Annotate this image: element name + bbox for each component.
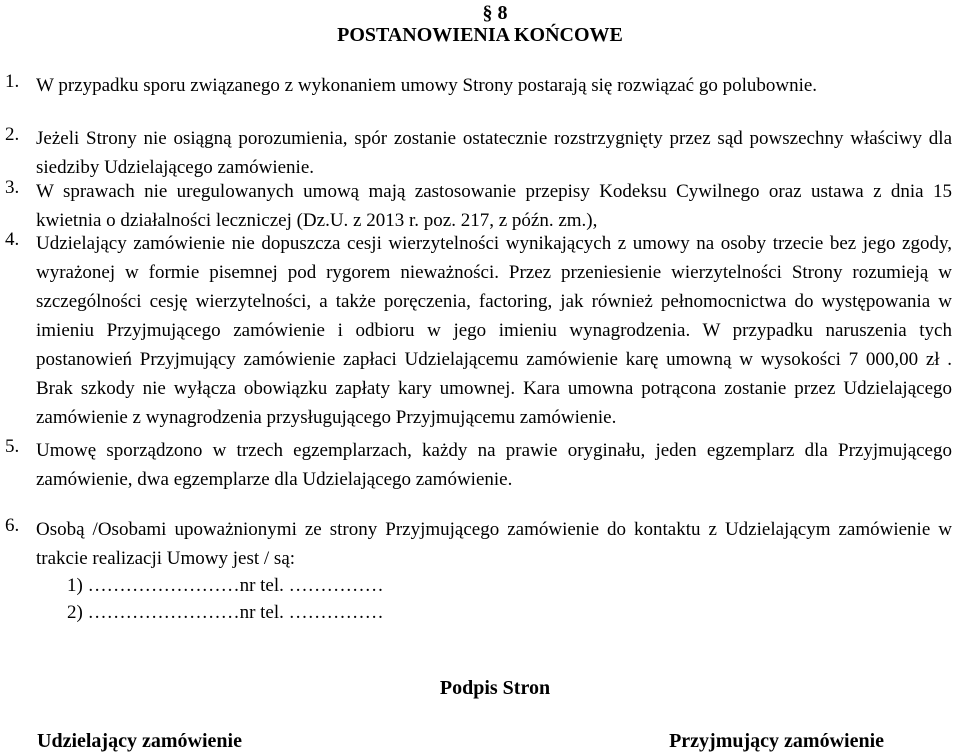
signature-right: Przyjmujący zamówienie (669, 730, 884, 752)
item-number: 2. (5, 124, 20, 145)
item-number: 4. (5, 229, 20, 250)
item-text: Osobą /Osobami upoważnionymi ze strony Przyjmującego zamówienie do kontaktu z Udzielającym zamówienie w trakcie realizacji Umowy jest / są: (36, 519, 952, 569)
contact-line: 1) ……………………nr tel. …………… (67, 575, 384, 596)
section-number: § 8 (482, 2, 508, 24)
item-number: 1. (5, 71, 20, 92)
item-text: Umowę sporządzono w trzech egzemplarzach, każdy na prawie oryginału, jeden egzemplarz dla Przyjmującego zamówienie, dwa egzemplarze dla Udzielającego zamówienie. (36, 440, 952, 490)
list-item (5, 177, 952, 235)
list-item (5, 229, 952, 432)
item-number: 6. (5, 515, 20, 536)
list-item (5, 124, 952, 182)
item-number: 3. (5, 177, 20, 198)
signature-left: Udzielający zamówienie (37, 730, 242, 752)
section-title: POSTANOWIENIA KOŃCOWE (337, 24, 623, 46)
list-item (5, 71, 952, 100)
item-text: Jeżeli Strony nie osiągną porozumienia, spór zostanie ostatecznie rozstrzygnięty przez sąd powszechny właściwy dla siedziby Udzielającego zamówienie. (36, 128, 952, 178)
signatures-title: Podpis Stron (439, 677, 551, 699)
contact-line: 2) ……………………nr tel. …………… (67, 602, 384, 623)
list-item (5, 515, 952, 573)
item-text: Udzielający zamówienie nie dopuszcza cesji wierzytelności wynikających z umowy na osoby trzecie bez jego zgody, wyrażonej w formie pisemnej pod rygorem nieważności. Przez przeniesienie wierzytelności Strony rozumieją w szczególności cesję wierzytelności, a także poręczenia, factoring, jak również pełnomocnictwa do występowania w imieniu Przyjmującego zamówienie i odbioru w jego imieniu wynagrodzenia. W przypadku naruszenia tych postanowień Przyjmujący zamówienie zapłaci Udzielającemu zamówienie karę umowną w wysokości 7 000,00 zł . Brak szkody nie wyłącza obowiązku zapłaty kary umownej. Kara umowna potrącona zostanie przez Udzielającego zamówienie z wynagrodzenia przysługującego Przyjmującemu zamówienie. (36, 233, 952, 428)
list-item (5, 436, 952, 494)
item-text: W sprawach nie uregulowanych umową mają zastosowanie przepisy Kodeksu Cywilnego oraz ustawa z dnia 15 kwietnia o działalności leczniczej (Dz.U. z 2013 r. poz. 217, z późn. zm.), (36, 181, 952, 231)
item-text: W przypadku sporu związanego z wykonaniem umowy Strony postarają się rozwiązać go polubownie. (36, 75, 818, 96)
item-number: 5. (5, 436, 20, 457)
